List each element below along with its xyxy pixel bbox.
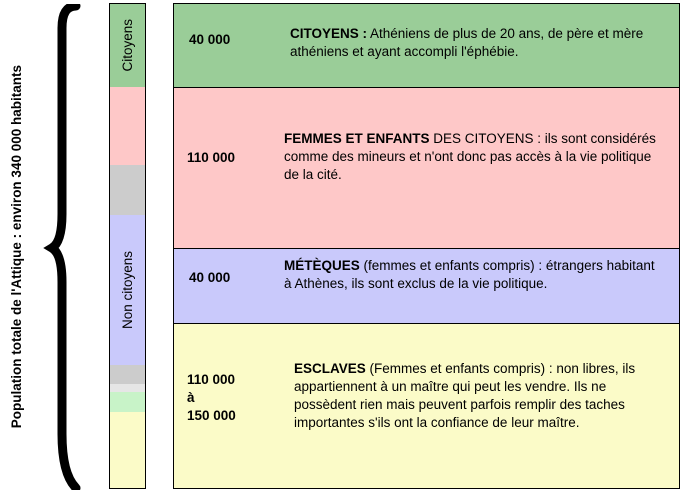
metics-text: (femmes et enfants compris) : étrangers habitant à Athènes, ils sont exclus de la vie politique.	[284, 258, 655, 291]
slaves-title: ESCLAVES	[294, 361, 366, 376]
bar-segment-gray	[110, 165, 145, 215]
women-children-description	[284, 130, 664, 184]
bar-segment-light-green	[110, 392, 145, 412]
women-children-box	[173, 87, 680, 249]
metics-box	[173, 248, 680, 324]
slaves-text: (Femmes et enfants compris) : non libres, ils appartiennent à un maître qui peut les vendre. Ils ne possèdent rien mais peuvent parfois remplir des taches importantes s'ils ont la confiance de leur maître.	[294, 361, 636, 430]
metics-count: 40 000	[189, 270, 231, 285]
slaves-box	[173, 323, 680, 489]
bar-segment-light-gray	[110, 384, 145, 392]
bar-segment-gray-2	[110, 365, 145, 384]
metics-description	[284, 257, 664, 293]
bar-label-citizens: Citoyens	[120, 19, 135, 72]
citizens-count: 40 000	[189, 32, 231, 47]
citizens-text: Athéniens de plus de 20 ans, de père et mère athéniens et ayant accompli l'éphébie.	[290, 26, 644, 59]
bar-label-non-citizens: Non citoyens	[120, 250, 135, 330]
slaves-description	[294, 360, 650, 432]
citizens-title: CITOYENS :	[290, 26, 368, 41]
slaves-count: 110 000 à 150 000	[187, 372, 236, 423]
population-total-label: Population totale de l'Attique : environ 340 000 habitants	[8, 65, 24, 429]
citizens-description	[290, 25, 660, 61]
citizens-box	[173, 3, 680, 88]
women-children-title: FEMMES ET ENFANTS	[284, 131, 430, 146]
curly-brace	[24, 4, 84, 490]
women-children-count: 110 000	[187, 150, 236, 165]
bar-segment-slaves	[110, 412, 145, 489]
metics-title: MÉTÈQUES	[284, 258, 360, 273]
bar-segment-women-children	[110, 87, 145, 165]
women-children-text: DES CITOYENS : ils sont considérés comme des mineurs et n'ont donc pas accès à la vie politique de la cité.	[284, 131, 656, 182]
population-bar	[109, 3, 146, 489]
